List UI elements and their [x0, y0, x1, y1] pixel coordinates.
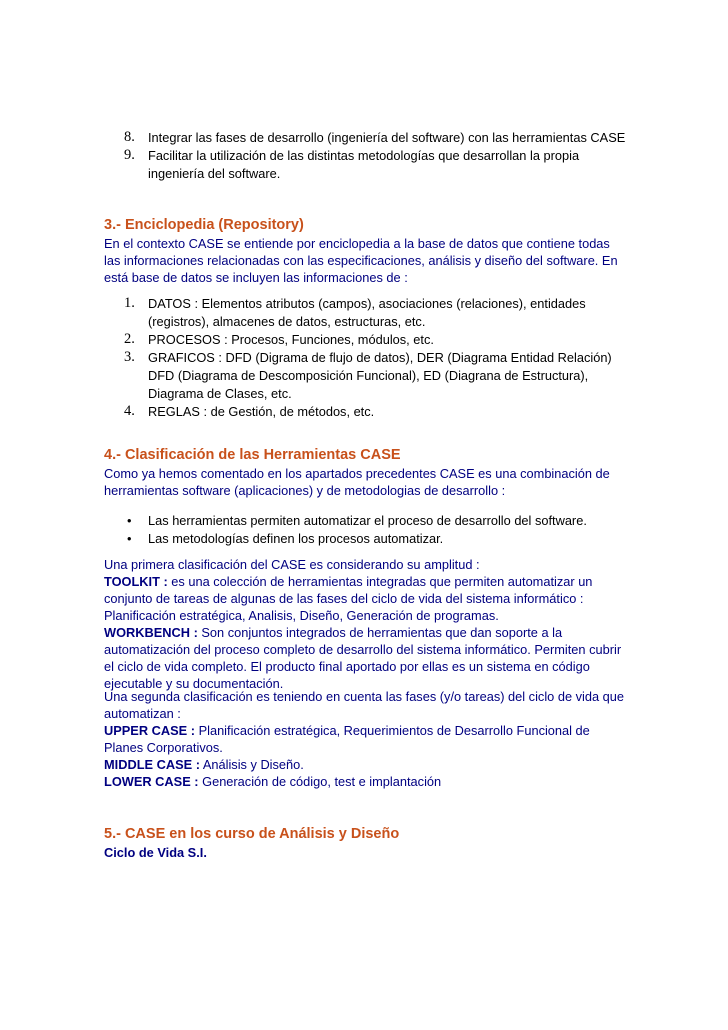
middle-case-paragraph	[104, 756, 628, 773]
middle-case-text: Análisis y Diseño.	[199, 757, 304, 772]
list-number: 4.	[124, 403, 135, 419]
clasificacion-bullets-block	[104, 512, 628, 548]
section-heading: 5.- CASE en los curso de Análisis y Diseño	[104, 826, 400, 842]
list-number: 9.	[124, 147, 135, 163]
upper-case-label: UPPER CASE :	[104, 723, 196, 738]
list-item	[104, 530, 628, 548]
workbench-paragraph	[104, 624, 628, 692]
middle-case-label: MIDDLE CASE :	[104, 757, 200, 772]
section-clasificacion	[104, 446, 628, 499]
toolkit-label: TOOLKIT :	[104, 574, 168, 589]
list-item-text: Integrar las fases de desarrollo (ingeniería del software) con las herramientas CASE	[148, 130, 626, 145]
upper-case-paragraph	[104, 722, 628, 756]
fases-block	[104, 688, 628, 790]
list-item-text: GRAFICOS : DFD (Digrama de flujo de datos), DER (Diagrama Entidad Relación) DFD (Diagrama de Descomposición Funcional), ED (Diagrana de Estructura), Diagrama de Clases, etc.	[148, 350, 612, 401]
amplitud-block	[104, 556, 628, 692]
list-number: 1.	[124, 295, 135, 311]
section-heading: 3.- Enciclopedia (Repository)	[104, 217, 304, 233]
list-item-text: DATOS : Elementos atributos (campos), asociaciones (relaciones), entidades (registros), almacenes de datos, estructuras, etc.	[148, 296, 586, 329]
workbench-text: Son conjuntos integrados de herramientas que dan soporte a la automatización del proceso completo de desarrollo del sistema informático. Permiten cubrir el ciclo de vida completo. El producto final aportado por ellas es un sistema en código ejecutable y su documentación.	[104, 625, 622, 691]
bullet-icon: •	[127, 513, 132, 528]
amplitud-intro: Una primera clasificación del CASE es considerando su amplitud :	[104, 557, 480, 572]
toolkit-paragraph	[104, 573, 628, 624]
section-case-cursos	[104, 825, 628, 861]
list-item	[104, 331, 628, 349]
top-list-block	[104, 129, 628, 183]
upper-case-text: Planificación estratégica, Requerimientos de Desarrollo Funcional de Planes Corporativos.	[104, 723, 590, 755]
section-intro-paragraph: En el contexto CASE se entiende por enciclopedia a la base de datos que contiene todas las informaciones relacionadas con las especificaciones, análisis y diseño del software. En está base de datos se incluyen las informaciones de :	[104, 236, 618, 285]
toolkit-text: es una colección de herramientas integradas que permiten automatizar un conjunto de tareas de algunas de las fases del ciclo de vida del sistema informático : Planificación estratégica, Analisis, Diseño, Generación de programas.	[104, 574, 593, 623]
list-item	[104, 295, 628, 331]
fases-intro: Una segunda clasificación es teniendo en cuenta las fases (y/o tareas) del ciclo de vida que automatizan :	[104, 689, 625, 721]
list-item	[104, 403, 628, 421]
lower-case-label: LOWER CASE :	[104, 774, 199, 789]
lower-case-text: Generación de código, test e implantación	[198, 774, 442, 789]
top-numbered-list	[104, 129, 628, 183]
section-heading: 4.- Clasificación de las Herramientas CASE	[104, 447, 401, 463]
section-subheading: Ciclo de Vida S.I.	[104, 845, 207, 860]
lower-case-paragraph	[104, 773, 628, 790]
list-number: 8.	[124, 129, 135, 145]
section-enciclopedia	[104, 216, 628, 286]
enciclopedia-list-block	[104, 295, 628, 421]
bullet-icon: •	[127, 531, 132, 546]
workbench-label: WORKBENCH :	[104, 625, 198, 640]
list-number: 3.	[124, 349, 135, 365]
bullet-list	[104, 512, 628, 548]
list-item	[104, 349, 628, 403]
section-intro-paragraph: Como ya hemos comentado en los apartados precedentes CASE es una combinación de herramientas software (aplicaciones) y de metodologias de desarrollo :	[104, 466, 610, 498]
list-item	[104, 129, 628, 147]
list-item	[104, 512, 628, 530]
list-number: 2.	[124, 331, 135, 347]
list-item-text: Facilitar la utilización de las distintas metodologías que desarrollan la propia ingeniería del software.	[148, 148, 580, 181]
list-item	[104, 147, 628, 183]
enciclopedia-numbered-list	[104, 295, 628, 421]
list-item-text: PROCESOS : Procesos, Funciones, módulos, etc.	[148, 332, 434, 347]
list-item-text: Las metodologías definen los procesos automatizar.	[148, 531, 444, 546]
list-item-text: REGLAS : de Gestión, de métodos, etc.	[148, 404, 375, 419]
list-item-text: Las herramientas permiten automatizar el proceso de desarrollo del software.	[148, 513, 587, 528]
